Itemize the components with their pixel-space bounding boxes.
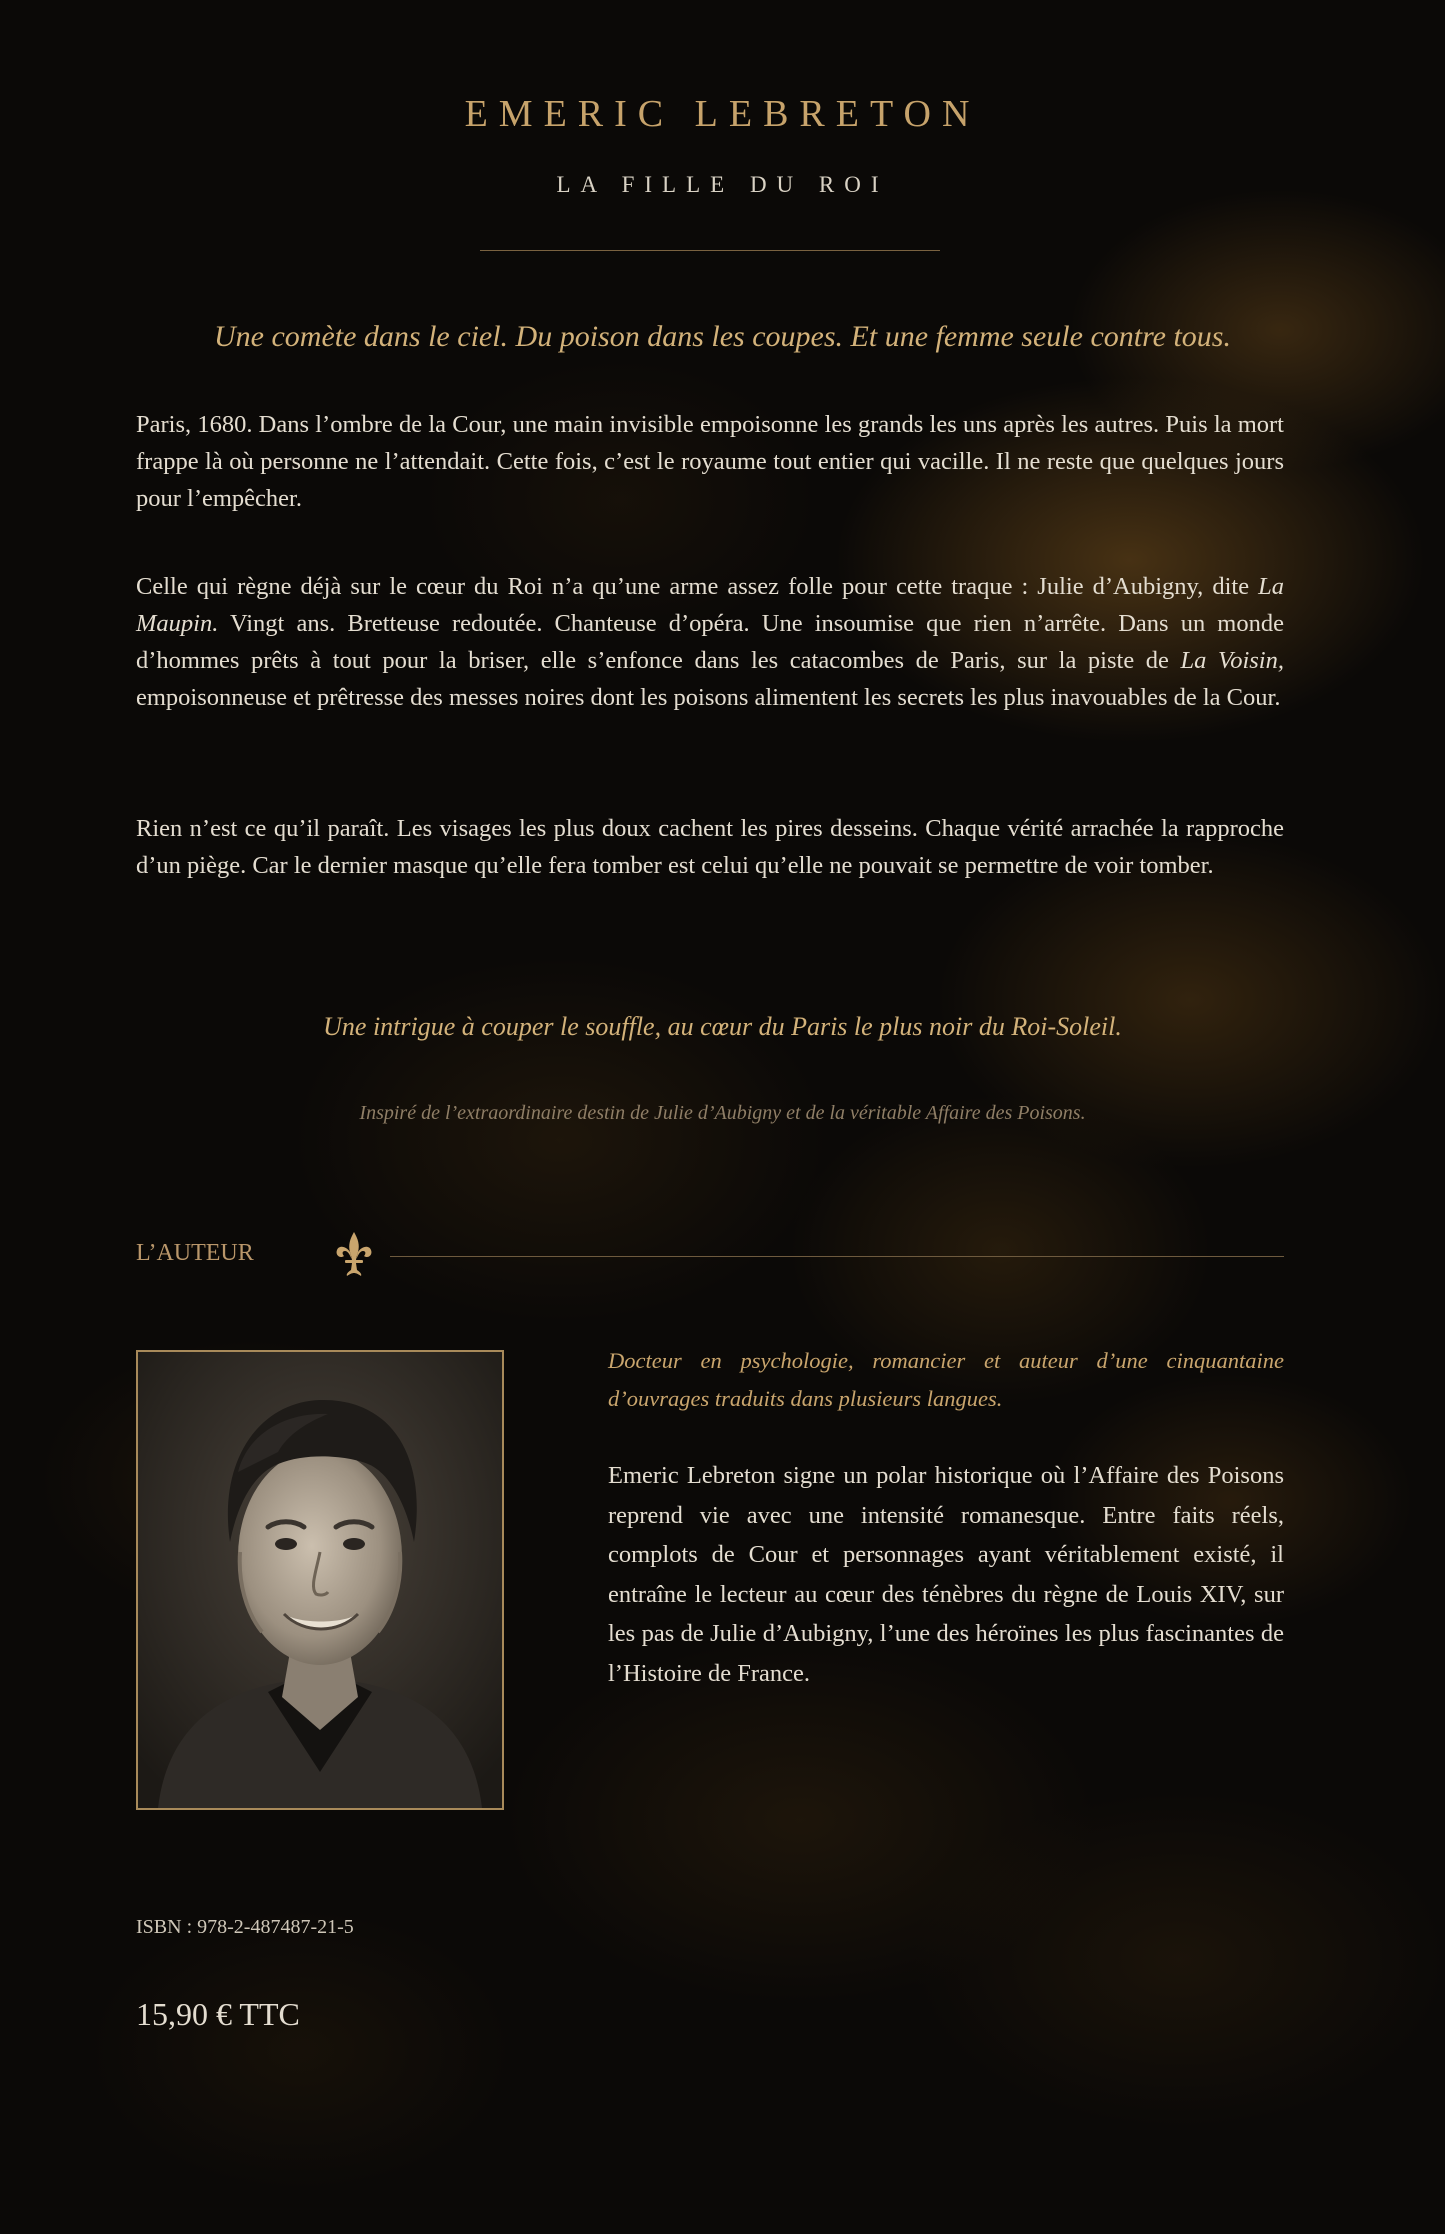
synopsis-paragraph-3: Rien n’est ce qu’il paraît. Les visages les plus doux cachent les pires desseins. Chaque vérité arrachée la rapproche d’un piège. Car le dernier masque qu’elle fera tomber est celui qu’elle ne pouvait se permettre de voir tomber. [136,815,1284,879]
author-portrait [136,1350,504,1810]
synopsis-paragraph-2 [136,568,1284,716]
synopsis-paragraph-1: Paris, 1680. Dans l’ombre de la Cour, une main invisible empoisonne les grands les uns après les autres. Puis la mort frappe là où personne ne l’attendait. Cette fois, c’est le royaume tout entier qui vacille. Il ne reste que quelques jours pour l’empêcher. [136,411,1284,512]
la-voisin-emphasis: La Voisin, [1180,647,1284,674]
isbn: ISBN : 978-2-487487-21-5 [136,1916,354,1938]
author-name: EMERIC LEBRETON [464,93,981,135]
author-bio: Emeric Lebreton signe un polar historique où l’Affaire des Poisons reprend vie avec une intensité romanesque. Entre faits réels, complots de Cour et personnages ayant véritablement existé, il entraîne le lecteur au cœur des ténèbres du règne de Louis XIV, sur les pas de Julie d’Aubigny, l’une des héroïnes les plus fascinantes de l’Histoire de France. [608,1462,1284,1687]
fleur-de-lis-icon [334,1230,374,1278]
book-title: LA FILLE DU ROI [556,172,889,197]
synopsis-p2-part-a: Celle qui règne déjà sur le cœur du Roi n’a qu’une arme assez folle pour cette traque : Julie d’Aubigny, dite [136,573,1259,600]
synopsis-p2-part-b: Vingt ans. Bretteuse redoutée. Chanteuse d’opéra. Une insoumise que rien n’arrête. Dans un monde d’hommes prêts à tout pour la briser, elle s’enfonce dans les catacombes de Paris, sur la piste de [136,610,1284,674]
author-section-heading: L’AUTEUR [136,1240,254,1266]
title-divider [480,250,940,251]
synopsis-p2-part-c: empoisonneuse et prêtresse des messes noires dont les poisons alimentent les secrets les plus inavouables de la Cour. [136,684,1281,711]
la-maupin-emphasis: La Maupin. [136,573,1284,637]
tagline: Une comète dans le ciel. Du poison dans les coupes. Et une femme seule contre tous. [214,320,1231,353]
price: 15,90 € TTC [136,1996,300,2032]
author-section-divider [390,1256,1284,1257]
author-bio-intro: Docteur en psychologie, romancier et auteur d’une cinquantaine d’ouvrages traduits dans plusieurs langues. [608,1348,1284,1411]
inspired-note: Inspiré de l’extraordinaire destin de Julie d’Aubigny et de la véritable Affaire des Poisons. [359,1102,1086,1124]
hook-line: Une intrigue à couper le souffle, au cœur du Paris le plus noir du Roi-Soleil. [323,1012,1122,1041]
